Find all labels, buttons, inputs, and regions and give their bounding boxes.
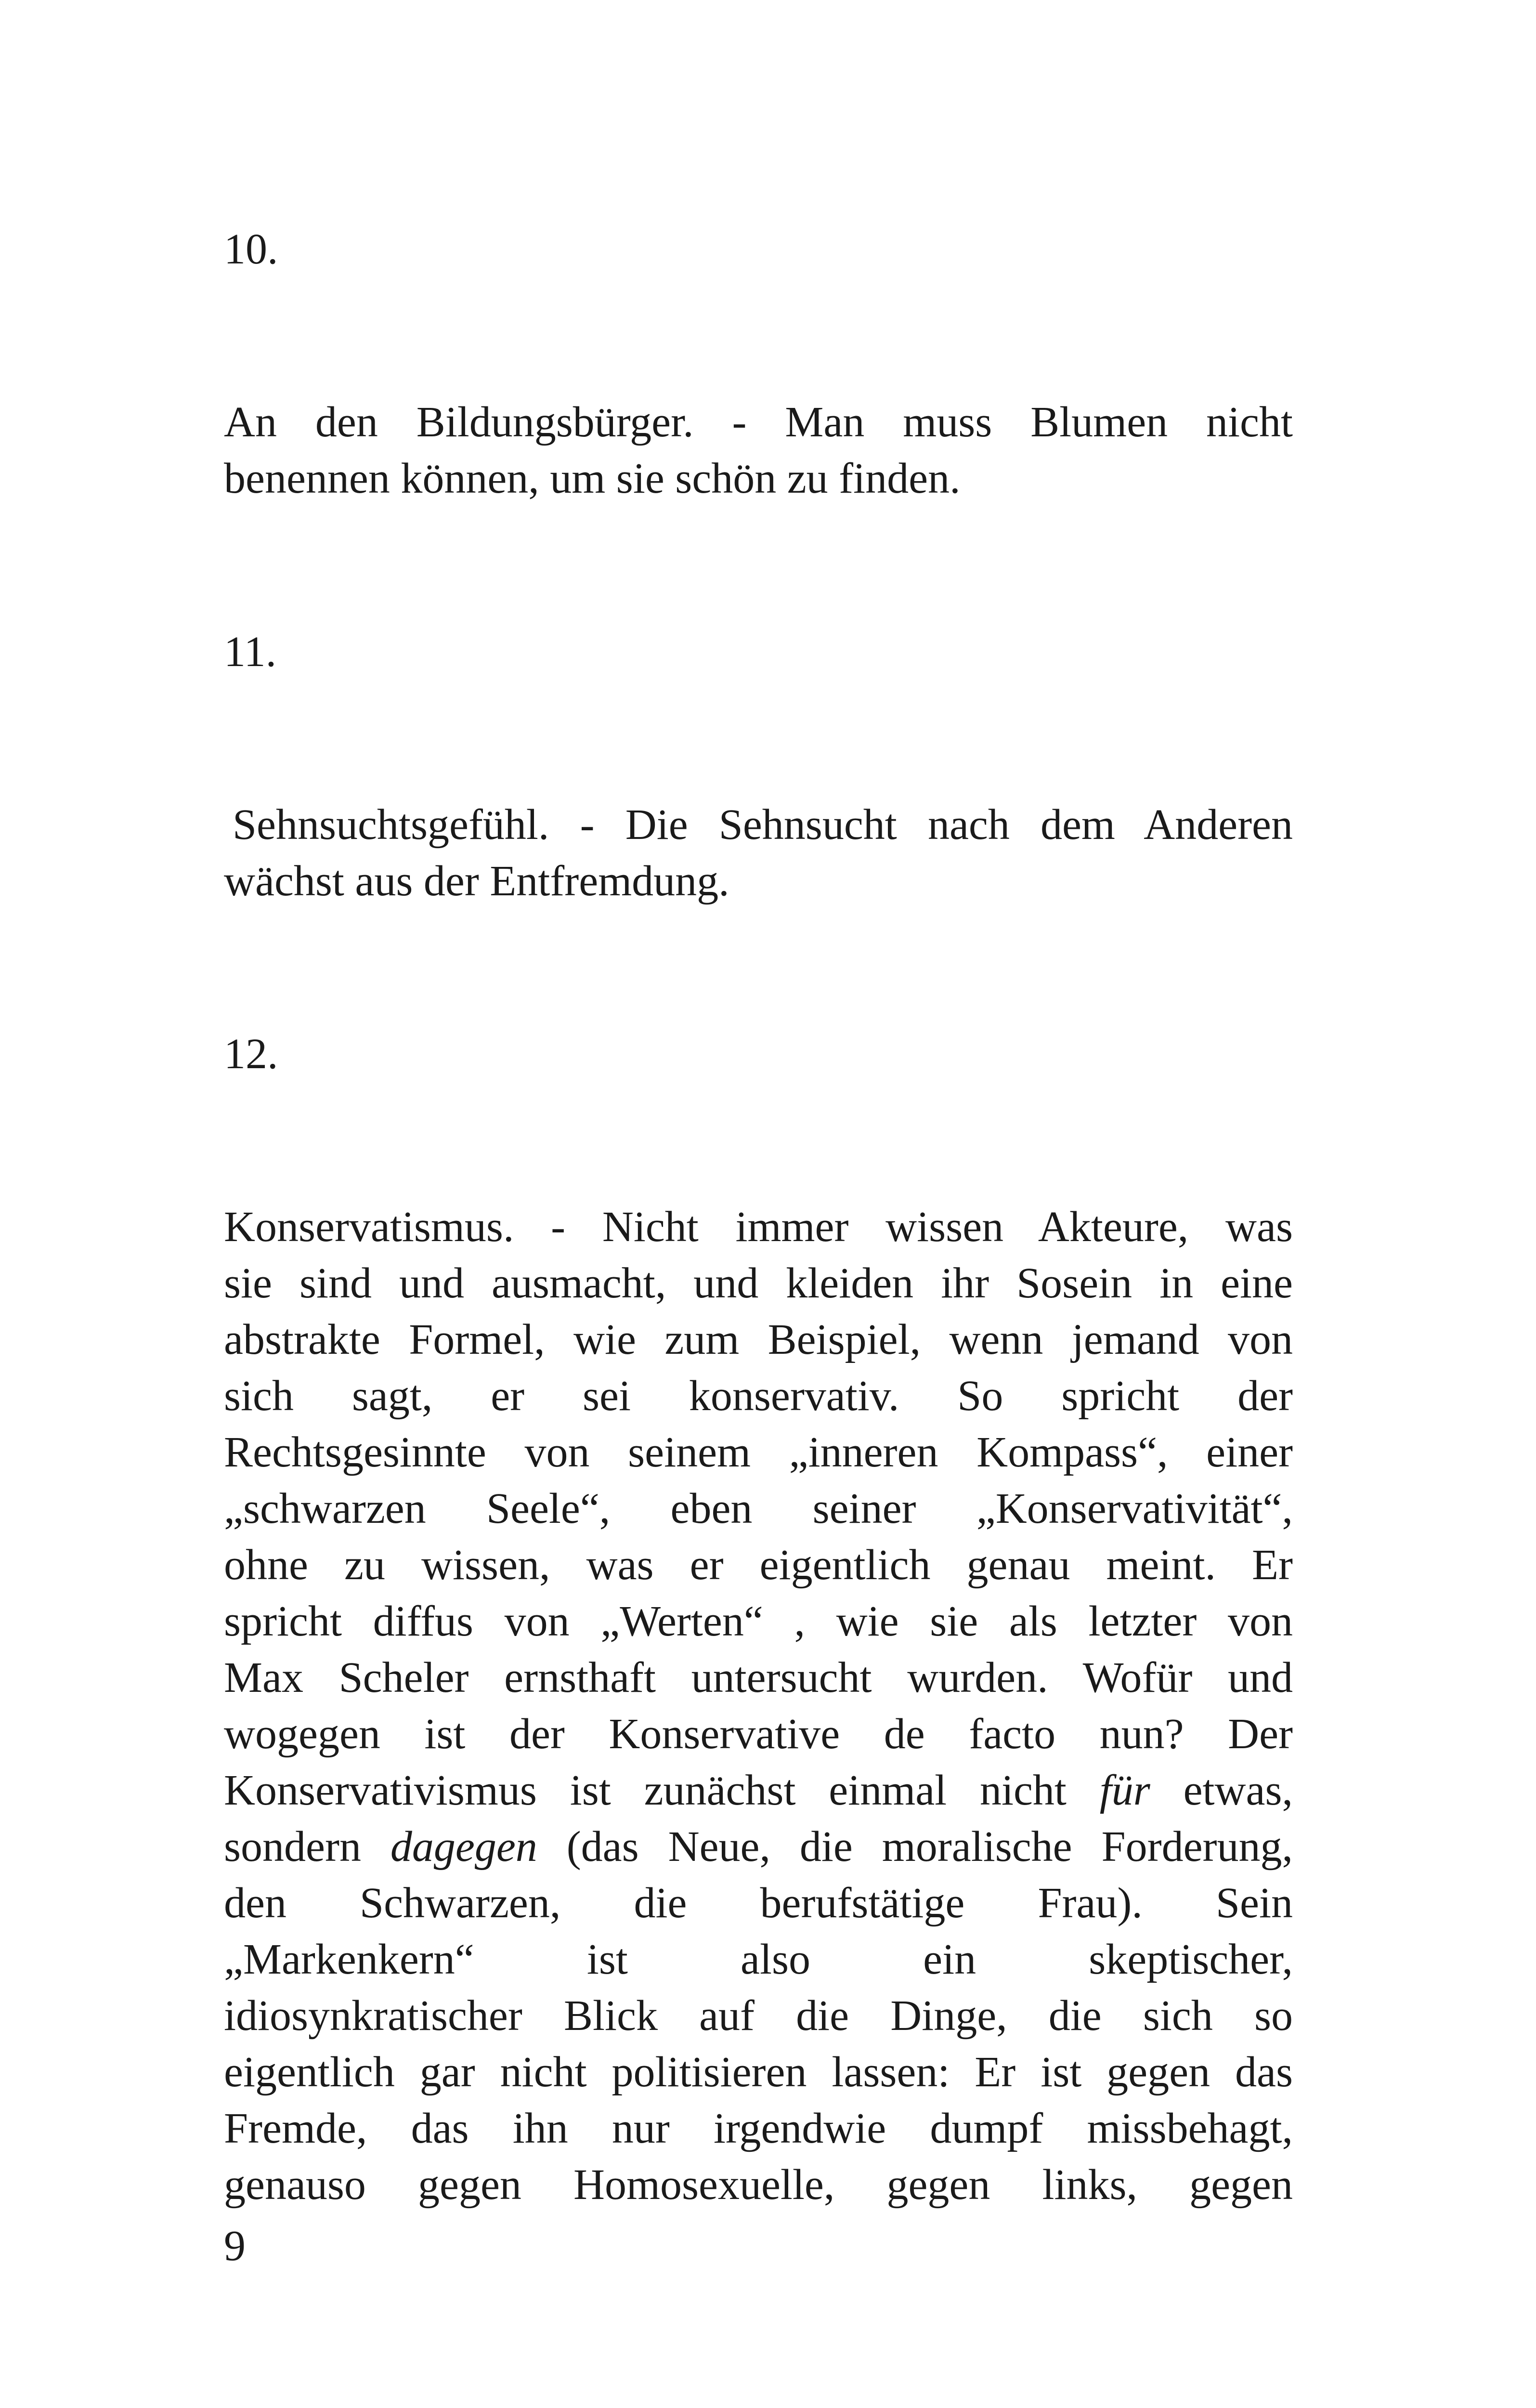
text-line: spricht diffus von „Werten“ , wie sie als letzter von xyxy=(224,1597,1293,1645)
text-line: ohne zu wissen, was er eigentlich genau meint. Er xyxy=(224,1541,1293,1589)
text-line: idiosynkratischer Blick auf die Dinge, die sich so xyxy=(224,1992,1293,2040)
text-line: den Schwarzen, die berufstätige Frau). Sein xyxy=(224,1879,1293,1927)
text-run: sondern xyxy=(224,1823,391,1871)
text-line: eigentlich gar nicht politisieren lassen: Er ist gegen das xyxy=(224,2048,1293,2096)
text-run: (das Neue, die moralische Forderung, xyxy=(537,1823,1293,1871)
text-line: genauso gegen Homosexuelle, gegen links, gegen xyxy=(224,2161,1293,2209)
text-line: wogegen ist der Konservative de facto nun? Der xyxy=(224,1710,1293,1758)
text-line: „schwarzen Seele“, eben seiner „Konservativität“, xyxy=(224,1485,1293,1532)
text-line: „Markenkern“ ist also ein skeptischer, xyxy=(224,1936,1293,1983)
aphorism-number: 11. xyxy=(224,628,277,676)
text-line: benennen können, um sie schön zu finden. xyxy=(224,455,961,502)
page-number: 9 xyxy=(224,2222,246,2270)
text-line: Konservatismus. - Nicht immer wissen Akteure, was xyxy=(224,1203,1293,1251)
text-line-with-italic xyxy=(224,1762,1293,1819)
aphorism-number: 10. xyxy=(224,225,278,273)
text-line: Max Scheler ernsthaft untersucht wurden. Wofür und xyxy=(224,1654,1293,1701)
text-line: Fremde, das ihn nur irgendwie dumpf missbehagt, xyxy=(224,2105,1293,2152)
text-line: An den Bildungsbürger. - Man muss Blumen nicht xyxy=(224,398,1293,446)
text-line: Rechtsgesinnte von seinem „inneren Kompass“, einer xyxy=(224,1428,1293,1476)
emphasis: für xyxy=(1099,1767,1150,1814)
text-line: wächst aus der Entfremdung. xyxy=(224,857,729,905)
aphorism-number: 12. xyxy=(224,1030,278,1078)
text-line: sich sagt, er sei konservativ. So spricht der xyxy=(224,1372,1293,1420)
aphorism-text xyxy=(224,797,1293,909)
text-line: Sehnsuchtsgefühl. - Die Sehnsucht nach dem Anderen xyxy=(233,801,1293,849)
emphasis: dagegen xyxy=(390,1823,537,1871)
text-line: abstrakte Formel, wie zum Beispiel, wenn jemand von xyxy=(224,1316,1293,1363)
aphorism-text xyxy=(224,1199,1293,2213)
text-line: sie sind und ausmacht, und kleiden ihr Sosein in eine xyxy=(224,1259,1293,1307)
aphorism-text xyxy=(224,394,1293,507)
text-run: Konservativismus ist zunächst einmal nicht xyxy=(224,1767,1100,1814)
text-run: etwas, xyxy=(1150,1767,1293,1814)
text-line-with-italic xyxy=(224,1819,1293,1875)
